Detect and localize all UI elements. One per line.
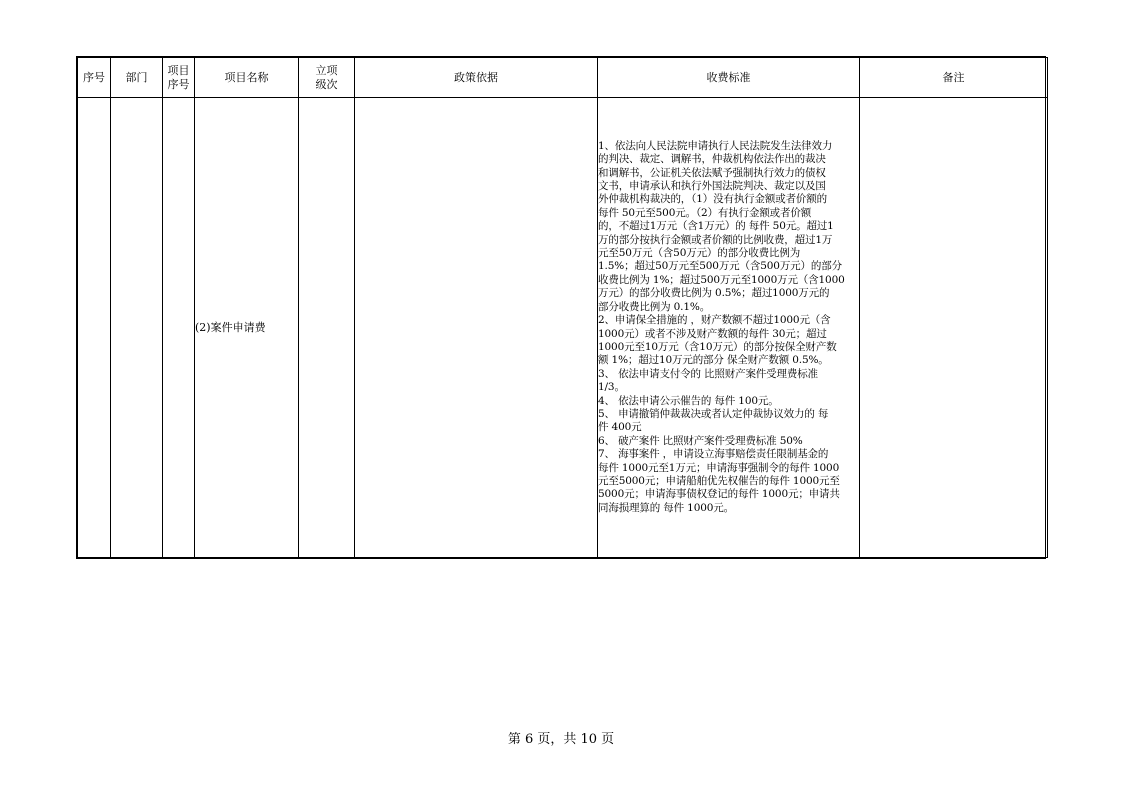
table-header-row xyxy=(78,58,1048,98)
cell-level xyxy=(299,98,355,558)
fee-standard-line: 7、 海事案件 ，申请设立海事赔偿责任限制基金的 xyxy=(598,448,829,461)
fee-standard-line: 的，不超过1万元（含1万元）的 每件 50元。超过1 xyxy=(598,220,834,233)
fee-standard-line: 每件 1000元至1万元；申请海事强制令的每件 1000 xyxy=(598,461,840,474)
fee-standard-line: 额 1%；超过10万元的部分 保全财产数额 0.5%。 xyxy=(598,354,829,367)
fee-standard-line: 4、 依法申请公示催告的 每件 100元。 xyxy=(598,394,779,407)
fee-standard-line: 1000元至10万元（含10万元）的部分按保全财产数 xyxy=(598,340,837,353)
header-level-label: 立项级次 xyxy=(315,63,338,91)
header-fee-standard: 收费标准 xyxy=(598,58,860,98)
fee-standard-line: 每件 50元至500元。（2）有执行金额或者价额 xyxy=(598,206,812,219)
fee-standard-line: 文书，申请承认和执行外国法院判决、裁定以及国 xyxy=(598,180,826,193)
fee-standard-line: 收费比例为 1%；超过500万元至1000万元（含1000 xyxy=(598,273,845,286)
fee-standard-line: 的判决、裁定、调解书，仲裁机构依法作出的裁决 xyxy=(598,153,826,166)
cell-item-seq xyxy=(163,98,195,558)
cell-item-name: (2)案件申请费 xyxy=(195,98,299,558)
cell-policy xyxy=(355,98,598,558)
table-row xyxy=(78,98,1048,558)
cell-seq xyxy=(78,98,111,558)
fee-standard-line: 3、 依法申请支付令的 比照财产案件受理费标准 xyxy=(598,367,818,380)
header-item-name: 项目名称 xyxy=(195,58,299,98)
fee-standard-line: 5000元；申请海事债权登记的每件 1000元；申请共 xyxy=(598,488,840,501)
cell-dept xyxy=(111,98,163,558)
page-number: 第 6 页，共 10 页 xyxy=(507,732,615,747)
fee-table-sheet xyxy=(76,56,1046,559)
fee-standard-line: 1、依法向人民法院申请执行人民法院发生法律效力 xyxy=(598,139,833,152)
fee-standard-line: 元至5000元；申请船舶优先权催告的每件 1000元至 xyxy=(598,474,840,487)
fee-standard-line: 1.5%；超过50万元至500万元（含500万元）的部分 xyxy=(598,260,842,273)
fee-standard-line: 1000元）或者不涉及财产数额的每件 30元；超过 xyxy=(598,327,827,340)
fee-standard-line: 2、申请保全措施的 ，财产数额不超过1000元（含 xyxy=(598,314,831,327)
fee-standard-line: 元至50万元（含50万元）的部分收费比例为 xyxy=(598,247,801,260)
cell-fee-standard xyxy=(598,98,860,558)
fee-standard-line: 和调解书，公证机关依法赋予强制执行效力的债权 xyxy=(598,166,826,179)
fee-standard-line: 5、 申请撤销仲裁裁决或者认定仲裁协议效力的 每 xyxy=(598,407,829,420)
fee-standard-line: 同海损理算的 每件 1000元。 xyxy=(598,501,734,514)
header-item-seq-label: 项目序号 xyxy=(167,63,190,91)
fee-standard-line: 外仲裁机构裁决的，（1）没有执行金额或者价额的 xyxy=(598,193,827,206)
fee-standard-line: 1/3。 xyxy=(598,381,625,394)
header-dept: 部门 xyxy=(111,58,163,98)
fee-standard-line: 万的部分按执行金额或者价额的比例收费，超过1万 xyxy=(598,233,833,246)
header-policy: 政策依据 xyxy=(355,58,598,98)
fee-table xyxy=(77,57,1048,558)
header-remark: 备注 xyxy=(860,58,1048,98)
header-item-seq xyxy=(163,58,195,98)
fee-standard-line: 万元）的部分收费比例为 0.5%；超过1000万元的 xyxy=(598,287,830,300)
header-seq: 序号 xyxy=(78,58,111,98)
header-level xyxy=(299,58,355,98)
fee-standard-line: 件 400元 xyxy=(598,421,642,434)
fee-standard-line: 6、 破产案件 比照财产案件受理费标准 50% xyxy=(598,434,803,447)
fee-standard-text xyxy=(598,140,859,515)
cell-remark xyxy=(860,98,1048,558)
fee-standard-line: 部分收费比例为 0.1%。 xyxy=(598,300,711,313)
